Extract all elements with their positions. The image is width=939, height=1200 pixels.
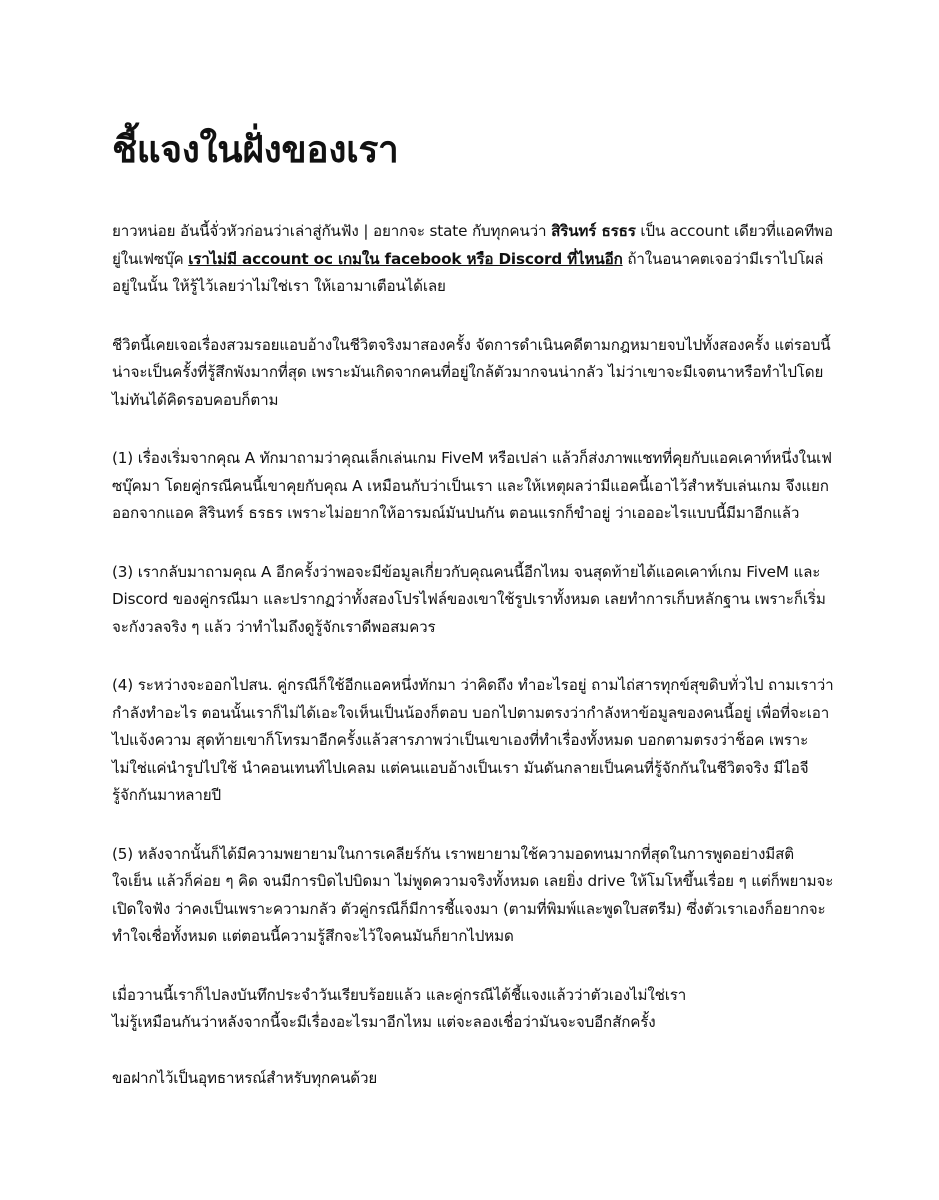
point-3-paragraph: (3) เรากลับมาถามคุณ A อีกครั้งว่าพอจะมีข้อมูลเกี่ยวกับคุณคนนี้อีกไหม จนสุดท้ายได้แอคเคาท์เกม FiveM และ Discord ของคู่กรณีมา และปรากฏว่าทั้งสองโปรไฟล์ของเขาใช้รูปเราทั้งหมด เลยทำการเก็บหลักฐาน เพราะก็เริ่มจะกังวลจริง ๆ แล้ว ว่าทำไมถึงดูรู้จักเราดีพอสมควร	[112, 562, 826, 636]
no-other-accounts-statement: เราไม่มี account oc เกมใน facebook หรือ Discord ที่ไหนอีก	[188, 249, 623, 268]
intro-text-1: ยาวหน่อย อันนี้จั่วหัวก่อนว่าเล่าสู่กันฟัง | อยากจะ state กับทุกคนว่า	[112, 222, 552, 240]
point-4-paragraph: (4) ระหว่างจะออกไปสน. คู่กรณีก็ใช้อีกแอคหนึ่งทักมา ว่าคิดถึง ทำอะไรอยู่ ถามไถ่สารทุกข์สุขดิบทั่วไป ถามเราว่ากำลังทำอะไร ตอนนั้นเราก็ไม่ได้เอะใจเห็นเป็นน้องก็ตอบ บอกไปตามตรงว่ากำลังหาข้อมูลของคนนี้อยู่ เพื่อที่จะเอาไปแจ้งความ สุดท้ายเขาก็โทรมาอีกครั้งแล้วสารภาพว่าเป็นเขาเองที่ทำเรื่องทั้งหมด บอกตามตรงว่าช็อค เพราะไม่ใช่แค่นำรูปไปใช้ นำคอนเทนท์ไปเคลม แต่คนแอบอ้างเป็นเรา มันดันกลายเป็นคนที่รู้จักกันในชีวิตจริง มีไอจี รู้จักกันมาหลายปี	[112, 676, 834, 804]
intro-text-3: ถ้าในอนาคตเจอว่ามีเราไปโผล่อยู่ในนั้น ให้รู้ไว้เลยว่าไม่ใช่เรา ให้เอามาเตือนได้เลย	[112, 249, 824, 295]
point-1-paragraph: (1) เรื่องเริ่มจากคุณ A ทักมาถามว่าคุณเล็กเล่นเกม FiveM หรือเปล่า แล้วก็ส่งภาพแชทที่คุยกับแอคเคาท์หนึ่งในเฟซบุ๊คมา โดยคู่กรณีคนนี้เขาคุยกับคุณ A เหมือนกับว่าเป็นเรา และให้เหตุผลว่ามีแอคนี้เอาไว้สำหรับเล่นเกม จึงแยกออกจากแอค สิรินทร์ ธรธร เพราะไม่อยากให้อารมณ์มันปนกัน ตอนแรกก็ขำอยู่ ว่าเอออะไรแบบนี้มีมาอีกแล้ว	[112, 449, 832, 522]
document-page	[112, 126, 834, 1123]
background-paragraph: ชีวิตนี้เคยเจอเรื่องสวมรอยแอบอ้างในชีวิตจริงมาสองครั้ง จัดการดำเนินคดีตามกฎหมายจบไปทั้งสองครั้ง แต่รอบนี้น่าจะเป็นครั้งที่รู้สึกพังมากที่สุด เพราะมันเกิดจากคนที่อยู่ใกล้ตัวมากจนน่ากลัว ไม่ว่าเขาจะมีเจตนาหรือทำไปโดยไม่ทันได้คิดรอบคอบก็ตาม	[112, 335, 831, 409]
final-paragraph: ขอฝากไว้เป็นอุทธาหรณ์สำหรับทุกคนด้วย	[112, 1068, 378, 1087]
closing-paragraph	[112, 982, 834, 1037]
closing-line-1: เมื่อวานนี้เราก็ไปลงบันทึกประจำวันเรียบร้อยแล้ว และคู่กรณีได้ชี้แจงแล้วว่าตัวเองไม่ใช่เรา	[112, 985, 687, 1004]
account-name: สิรินทร์ ธรธร	[551, 222, 636, 240]
intro-paragraph	[112, 218, 834, 301]
closing-line-2: ไม่รู้เหมือนกันว่าหลังจากนี้จะมีเรื่องอะไรมาอีกไหม แต่จะลองเชื่อว่ามันจะจบอีกสักครั้ง	[112, 1013, 656, 1031]
document-title: ชี้แจงในฝั่งของเรา	[112, 128, 399, 171]
intro-text-2: เป็น account เดียวที่แอคทีพอยู่ในเฟซบุ๊ค	[112, 222, 834, 268]
point-5-paragraph: (5) หลังจากนั้นก็ได้มีความพยายามในการเคลียร์กัน เราพยายามใช้ความอดทนมากที่สุดในการพูดอย่างมีสติใจเย็น แล้วก็ค่อย ๆ คิด จนมีการบิดไปบิดมา ไม่พูดความจริงทั้งหมด เลยยิ่ง drive ให้โมโหขึ้นเรื่อย ๆ แต่ก็พยามจะเปิดใจฟัง ว่าคงเป็นเพราะความกลัว ตัวคู่กรณีก็มีการชี้แจงมา (ตามที่พิมพ์และพูดใบสตรีม) ซึ่งตัวเราเองก็อยากจะทำใจเชื่อทั้งหมด แต่ตอนนี้ความรู้สึกจะไว้ใจคนมันก็ยากไปหมด	[112, 844, 834, 945]
